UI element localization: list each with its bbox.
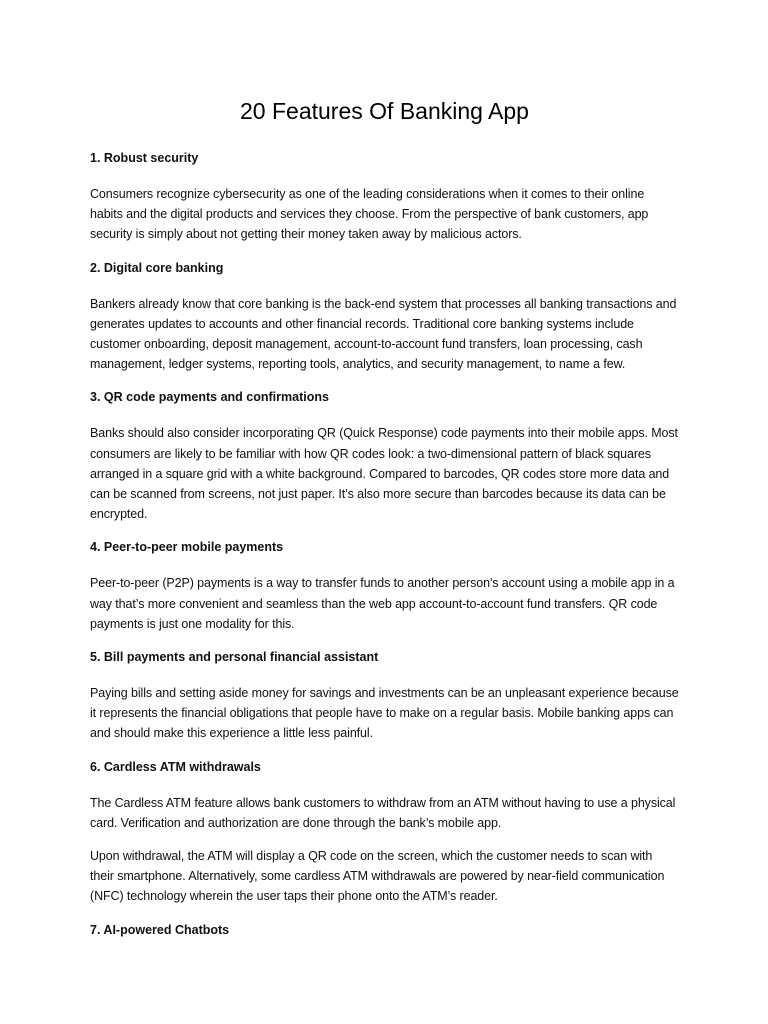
section-heading: 7. AI-powered Chatbots: [90, 922, 230, 937]
paragraph: Peer-to-peer (P2P) payments is a way to transfer funds to another person's account using a mobile app in a way that’s more convenient and seamless than the web app account-to-account fund transfers. QR code payments is just one modality for this.: [90, 576, 675, 631]
section-heading: 2. Digital core banking: [90, 260, 224, 275]
section-heading: 4. Peer-to-peer mobile payments: [90, 540, 284, 555]
paragraph: Bankers already know that core banking is the back-end system that processes all banking transactions and generates updates to accounts and other financial records. Traditional core banking systems include customer onboarding, deposit management, account-to-account fund transfers, loan processing, cash management, ledger systems, reporting tools, analytics, and security management, to name a few.: [90, 296, 677, 372]
paragraph: Consumers recognize cybersecurity as one of the leading considerations when it comes to their online habits and the digital products and services they choose. From the perspective of bank customers, app security is simply about not getting their money taken away by malicious actors.: [90, 187, 649, 242]
paragraph: Upon withdrawal, the ATM will display a QR code on the screen, which the customer needs to scan with their smartphone. Alternatively, some cardless ATM withdrawals are powered by near-field communication (NFC) technology wherein the user taps their phone onto the ATM’s reader.: [90, 849, 665, 904]
section-heading: 1. Robust security: [90, 151, 199, 165]
section-heading: 3. QR code payments and confirmations: [90, 390, 329, 405]
paragraph: The Cardless ATM feature allows bank customers to withdraw from an ATM without having to use a physical card. Verification and authorization are done through the bank’s mobile app.: [90, 795, 676, 830]
section-bill-payments: [90, 647, 679, 744]
section-cardless-atm: [90, 757, 679, 907]
section-heading: 6. Cardless ATM withdrawals: [90, 759, 261, 774]
document-title: 20 Features Of Banking App: [240, 98, 529, 124]
section-robust-security: [90, 148, 679, 245]
paragraph: Paying bills and setting aside money for savings and investments can be an unpleasant experience because it represents the financial obligations that people have to make on a regular basis. Mobile banking apps can and should make this experience a little less painful.: [90, 686, 679, 741]
section-peer-to-peer-payments: [90, 537, 679, 634]
section-qr-code-payments: [90, 387, 679, 524]
section-heading: 5. Bill payments and personal financial assistant: [90, 650, 379, 665]
paragraph: Banks should also consider incorporating QR (Quick Response) code payments into their mobile apps. Most consumers are likely to be familiar with how QR codes look: a two-dimensional pattern of black squares arranged in a square grid with a white background. Compared to barcodes, QR codes store more data and can be scanned from screens, not just paper. It’s also more secure than barcodes because its data can be encrypted.: [90, 426, 678, 522]
section-digital-core-banking: [90, 258, 679, 375]
section-ai-chatbots: [90, 920, 679, 940]
